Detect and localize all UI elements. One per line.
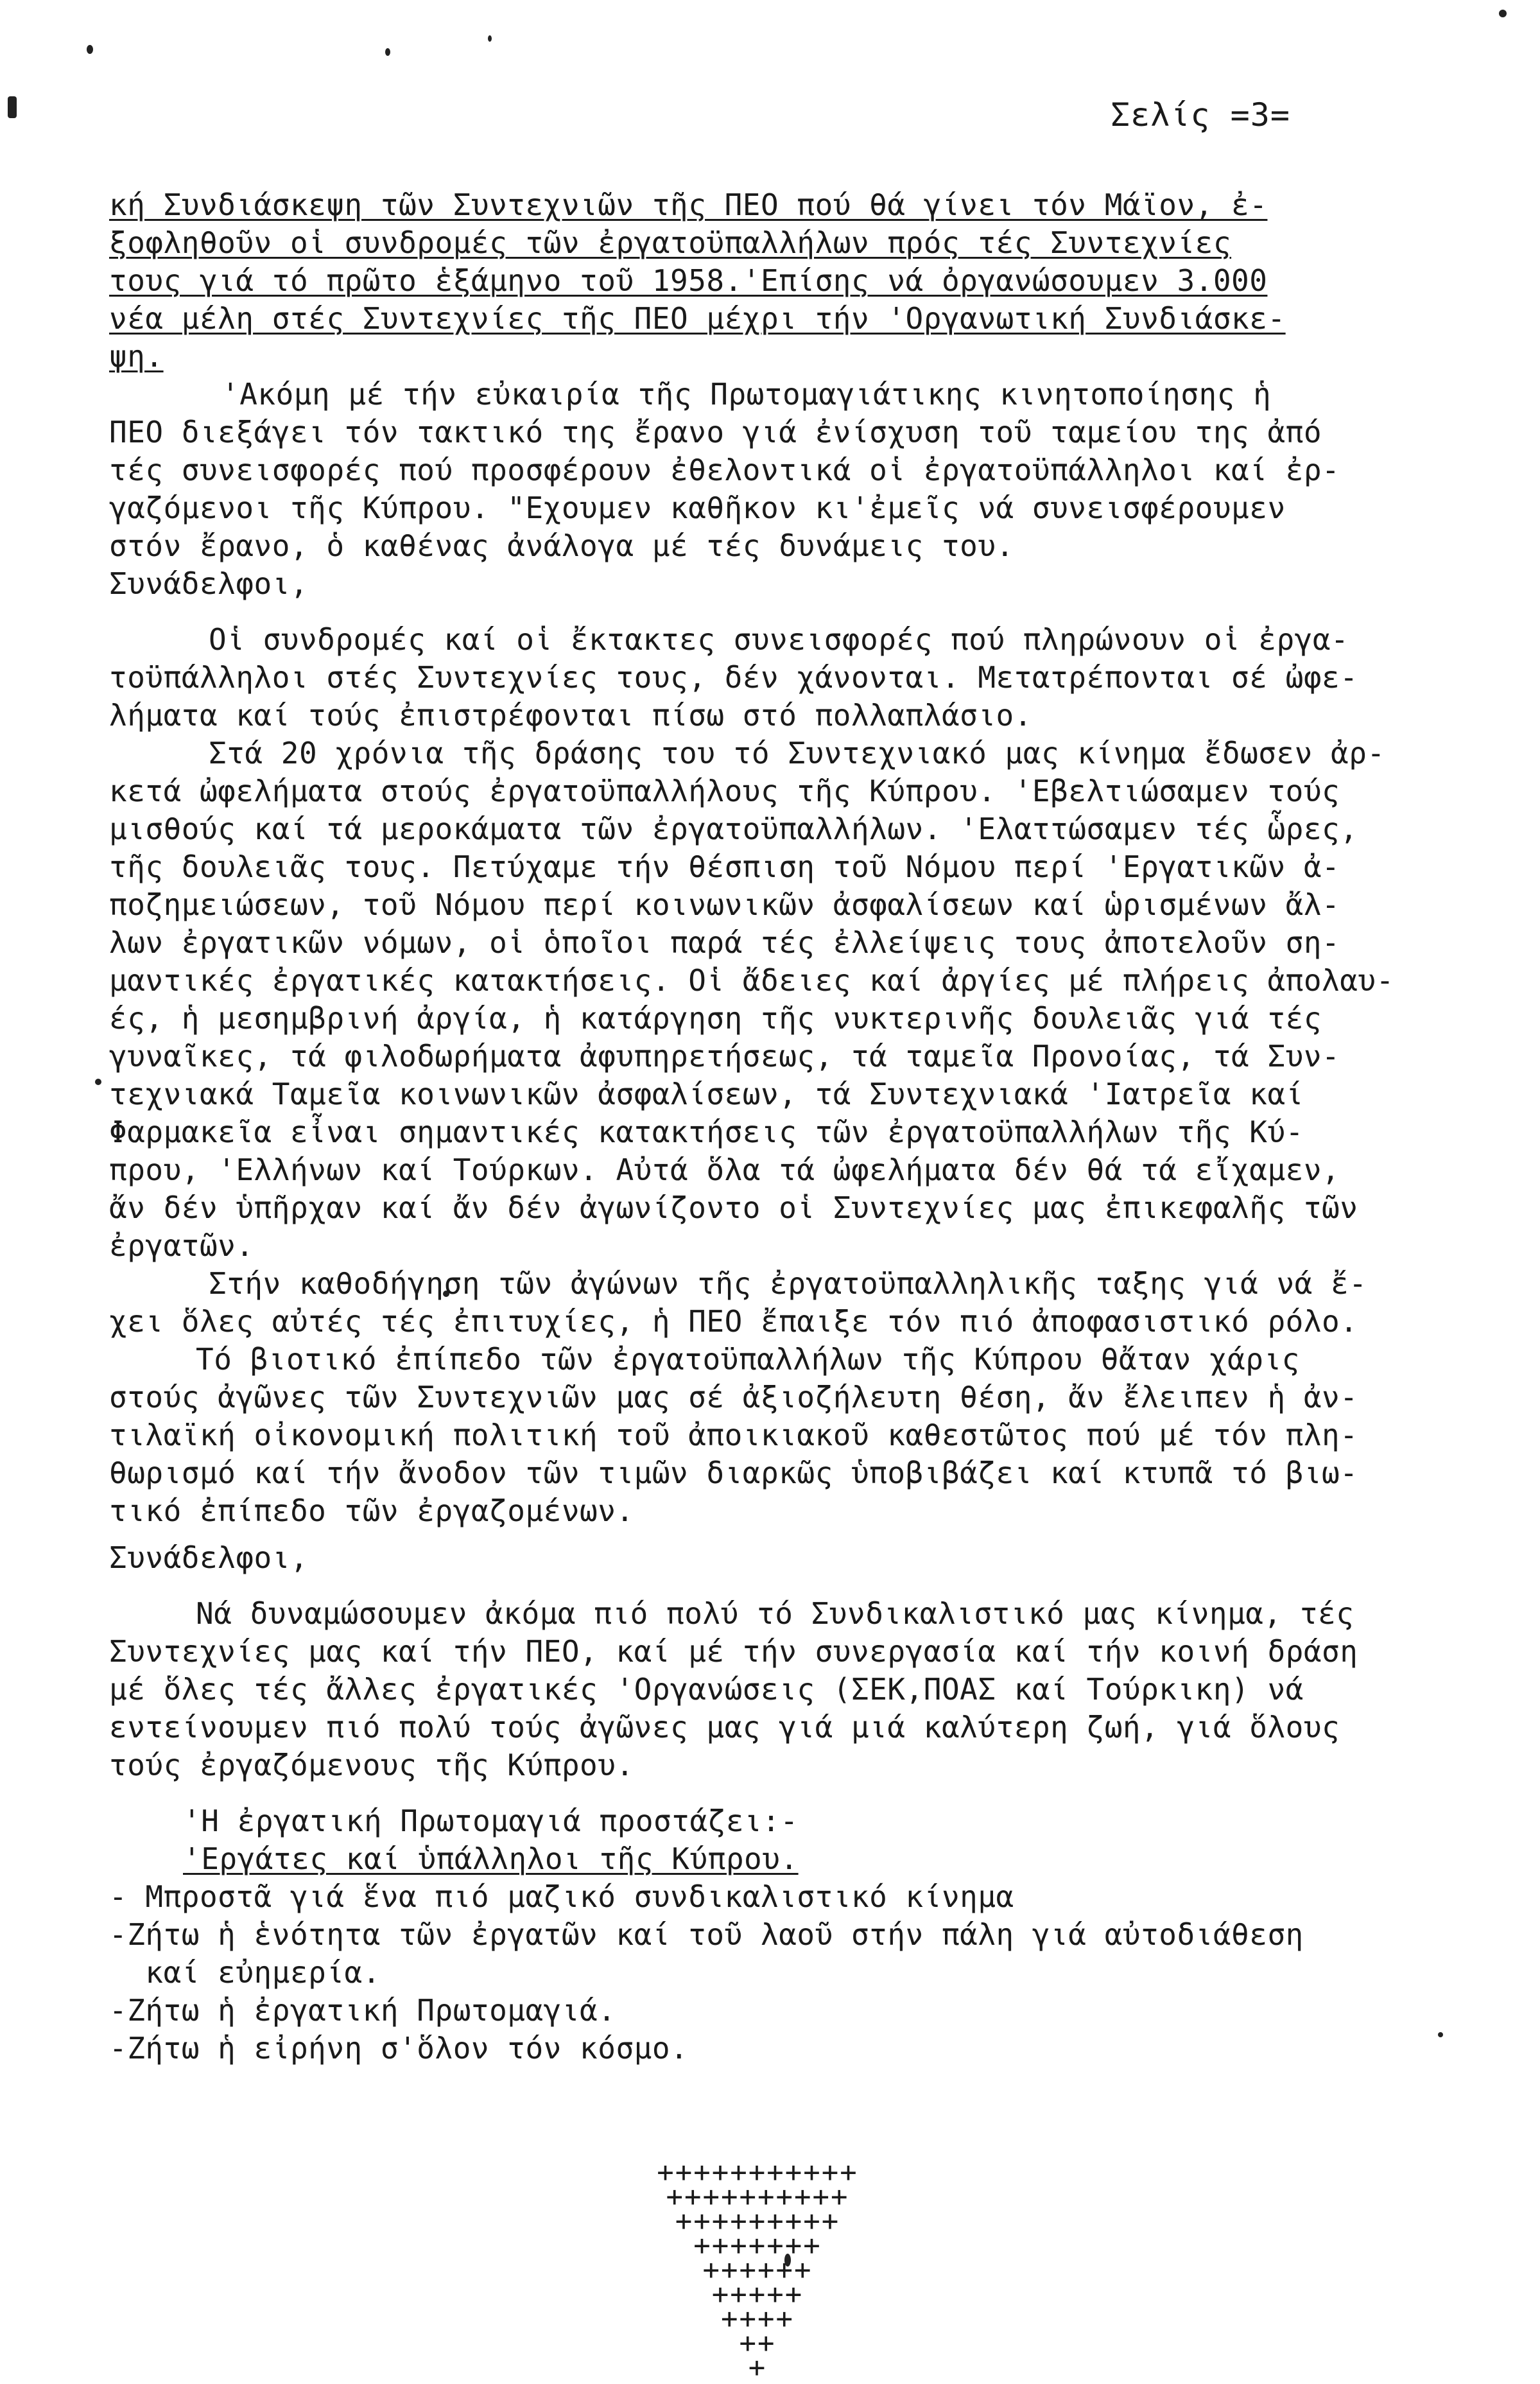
text-line: κή Συνδιάσκεψη τῶν Συντεχνιῶν τῆς ΠΕΟ πού θά γίνει τόν Μάϊον, ἐ- bbox=[109, 187, 1268, 222]
text-line: ές, ἡ μεσημβρινή ἀργία, ἡ κατάργηση τῆς νυκτερινῆς δουλειᾶς γιά τές bbox=[109, 1001, 1322, 1036]
ornament-row: + bbox=[748, 2351, 767, 2384]
text-line: ποζημειώσεων, τοῦ Νόμου περί κοινωνικῶν ἀσφαλίσεων καί ὡρισμένων ἄλ- bbox=[109, 887, 1340, 922]
text-line: νέα μέλη στές Συντεχνίες τῆς ΠΕΟ μέχρι τήν 'Οργανωτική Συνδιάσκε- bbox=[109, 301, 1286, 336]
ornament-row: +++++++ bbox=[693, 2229, 822, 2262]
slogan-item: -Ζήτω ἡ ἑνότητα τῶν ἐργατῶν καί τοῦ λαοῦ στήν πάλη γιά αὐτοδιάθεση bbox=[109, 1917, 1304, 1952]
slogan-item: - Μπροστᾶ γιά ἕνα πιό μαζικό συνδικαλιστικό κίνημα bbox=[109, 1879, 1014, 1914]
text-line: λήματα καί τούς ἐπιστρέφονται πίσω στό πολλαπλάσιο. bbox=[109, 698, 1032, 733]
closing-intro: 'Η ἐργατική Πρωτομαγιά προστάζει:- bbox=[183, 1804, 799, 1838]
salutation: Συνάδελφοι, bbox=[109, 566, 309, 601]
text-line: ξοφληθοῦν οἱ συνδρομές τῶν ἐργατοϋπαλλήλων πρός τές Συντεχνίες bbox=[109, 225, 1232, 260]
text-line: ψη. bbox=[109, 339, 164, 374]
salutation: Συνάδελφοι, bbox=[109, 1540, 309, 1575]
ornament-row: ++++++++++ bbox=[666, 2180, 849, 2213]
ornament-row: +++++ bbox=[711, 2278, 804, 2311]
text-line: Οἱ συνδρομές καί οἱ ἔκτακτες συνεισφορές πού πληρώνουν οἱ ἐργα- bbox=[209, 622, 1349, 657]
text-line: μαντικές ἐργατικές κατακτήσεις. Οἱ ἄδειες καί ἀργίες μέ πλήρεις ἀπολαυ- bbox=[109, 963, 1394, 998]
scan-speck bbox=[95, 1079, 101, 1085]
document-body bbox=[109, 186, 1489, 2067]
text-line: εντείνουμεν πιό πολύ τούς ἀγῶνες μας γιά μιά καλύτερη ζωή, γιά ὅλους bbox=[109, 1710, 1340, 1744]
text-line: Φαρμακεῖα εἶναι σημαντικές κατακτήσεις τῶν ἐργατοϋπαλλήλων τῆς Κύ- bbox=[109, 1115, 1304, 1149]
scan-speck bbox=[385, 48, 390, 56]
slogan-item: καί εὐημερία. bbox=[109, 1955, 381, 1990]
paragraph-leadership bbox=[109, 1265, 1489, 1341]
page-number: Σελίς =3= bbox=[1111, 96, 1290, 134]
slogan-item: -Ζήτω ἡ εἰρήνη σ'ὅλον τόν κόσμο. bbox=[109, 2031, 689, 2066]
text-line: Συντεχνίες μας καί τήν ΠΕΟ, καί μέ τήν συνεργασία καί τήν κοινή δράση bbox=[109, 1634, 1358, 1669]
ornament-row: +++++++++++ bbox=[657, 2156, 858, 2189]
ornament-row: ++++++ bbox=[702, 2254, 813, 2286]
text-line: Στά 20 χρόνια τῆς δράσης του τό Συντεχνιακό μας κίνημα ἔδωσεν ἀρ- bbox=[209, 736, 1385, 770]
text-line: Νά δυναμώσουμεν ἀκόμα πιό πολύ τό Συνδικαλιστικό μας κίνημα, τές bbox=[196, 1596, 1354, 1631]
text-line: τεχνιακά Ταμεῖα κοινωνικῶν ἀσφαλίσεων, τά Συντεχνιακά 'Ιατρεῖα καί bbox=[109, 1077, 1304, 1111]
text-line: 'Ακόμη μέ τήν εὐκαιρία τῆς Πρωτομαγιάτικης κινητοποίησης ἡ bbox=[221, 377, 1272, 412]
text-line: μισθούς καί τά μεροκάματα τῶν ἐργατοϋπαλλήλων. 'Ελαττώσαμεν τές ὧρες, bbox=[109, 812, 1358, 846]
text-line: μέ ὅλες τές ἄλλες ἐργατικές 'Οργανώσεις (ΣΕΚ,ΠΟΑΣ καί Τούρκικη) νά bbox=[109, 1672, 1304, 1707]
ornament-row: +++++++++ bbox=[675, 2205, 840, 2238]
text-line: Τό βιοτικό ἐπίπεδο τῶν ἐργατοϋπαλλήλων τῆς Κύπρου θἄταν χάρις bbox=[196, 1342, 1300, 1377]
text-line: χει ὅλες αὐτές τές ἐπιτυχίες, ἡ ΠΕΟ ἔπαιξε τόν πιό ἀποφασιστικό ρόλο. bbox=[109, 1304, 1358, 1339]
text-line: γυναῖκες, τά φιλοδωρήματα ἀφυπηρετήσεως, τά ταμεῖα Προνοίας, τά Συν- bbox=[109, 1039, 1340, 1074]
ornament-row: ++++ bbox=[721, 2302, 794, 2335]
text-line: θωρισμό καί τήν ἄνοδον τῶν τιμῶν διαρκῶς ὑποβιβάζει καί κτυπᾶ τό βιω- bbox=[109, 1456, 1358, 1490]
slogan-item: -Ζήτω ἡ ἐργατική Πρωτομαγιά. bbox=[109, 1993, 616, 2028]
plus-ornament bbox=[578, 2156, 937, 2384]
scan-speck bbox=[1499, 10, 1507, 17]
text-line: στούς ἀγῶνες τῶν Συντεχνιῶν μας σέ ἀξιοζήλευτη θέση, ἄν ἔλειπεν ἡ ἀν- bbox=[109, 1380, 1358, 1414]
text-line: τές συνεισφορές πού προσφέρουν ἐθελοντικά οἱ ἐργατοϋπάλληλοι καί ἐρ- bbox=[109, 453, 1340, 487]
text-line: λων ἐργατικῶν νόμων, οἱ ὁποῖοι παρά τές ἐλλείψεις τους ἀποτελοῦν ση- bbox=[109, 925, 1340, 960]
scan-speck bbox=[8, 96, 17, 118]
text-line: τούς ἐργαζόμενους τῆς Κύπρου. bbox=[109, 1748, 634, 1782]
text-line: τιλαϊκή οἰκονομική πολιτική τοῦ ἀποικιακοῦ καθεστῶτος πού μέ τόν πλη- bbox=[109, 1418, 1358, 1452]
closing-section bbox=[109, 1802, 1489, 2067]
text-line: κετά ὠφελήματα στούς ἐργατοϋπαλλήλους τῆς Κύπρου. 'Εβελτιώσαμεν τούς bbox=[109, 774, 1340, 808]
text-line: τοϋπάλληλοι στές Συντεχνίες τους, δέν χάνονται. Μετατρέπονται σέ ὠφε- bbox=[109, 660, 1358, 695]
text-line: πρου, 'Ελλήνων καί Τούρκων. Αὐτά ὅλα τά ὠφελήματα δέν θά τά εἴχαμεν, bbox=[109, 1153, 1340, 1187]
scan-speck bbox=[488, 35, 492, 42]
text-line: στόν ἔρανο, ὁ καθένας ἀνάλογα μέ τές δυνάμεις του. bbox=[109, 528, 1014, 563]
paragraph-opening bbox=[109, 186, 1489, 376]
text-line: γαζόμενοι τῆς Κύπρου. "Εχουμεν καθῆκον κι'ἐμεῖς νά συνεισφέρουμεν bbox=[109, 491, 1286, 525]
text-line: ΠΕΟ διεξάγει τόν τακτικό της ἔρανο γιά ἐνίσχυση τοῦ ταμείου της ἀπό bbox=[109, 415, 1322, 449]
text-line: τικό ἐπίπεδο τῶν ἐργαζομένων. bbox=[109, 1493, 634, 1528]
scan-speck bbox=[87, 45, 93, 54]
ornament-row: ++ bbox=[739, 2327, 776, 2360]
paragraph-living-standard bbox=[109, 1341, 1489, 1530]
text-line: ἐργατῶν. bbox=[109, 1228, 254, 1263]
paragraph-fundraiser bbox=[109, 376, 1489, 565]
paragraph-achievements bbox=[109, 735, 1489, 1265]
text-line: ἄν δέν ὑπῆρχαν καί ἄν δέν ἀγωνίζοντο οἱ Συντεχνίες μας ἐπικεφαλῆς τῶν bbox=[109, 1190, 1358, 1225]
text-line: Στήν καθοδήγηση τῶν ἀγώνων τῆς ἐργατοϋπαλληλικῆς ταξης γιά νά ἔ- bbox=[209, 1266, 1367, 1301]
closing-address: 'Εργάτες καί ὑπάλληλοι τῆς Κύπρου. bbox=[183, 1841, 799, 1876]
text-line: τῆς δουλειᾶς τους. Πετύχαμε τήν θέσπιση τοῦ Νόμου περί 'Εργατικῶν ἀ- bbox=[109, 849, 1340, 884]
paragraph-strengthen bbox=[109, 1595, 1489, 1784]
paragraph-contributions bbox=[109, 621, 1489, 735]
text-line: τους γιά τό πρῶτο ἑξάμηνο τοῦ 1958.'Επίσης νά ὀργανώσουμεν 3.000 bbox=[109, 263, 1268, 298]
